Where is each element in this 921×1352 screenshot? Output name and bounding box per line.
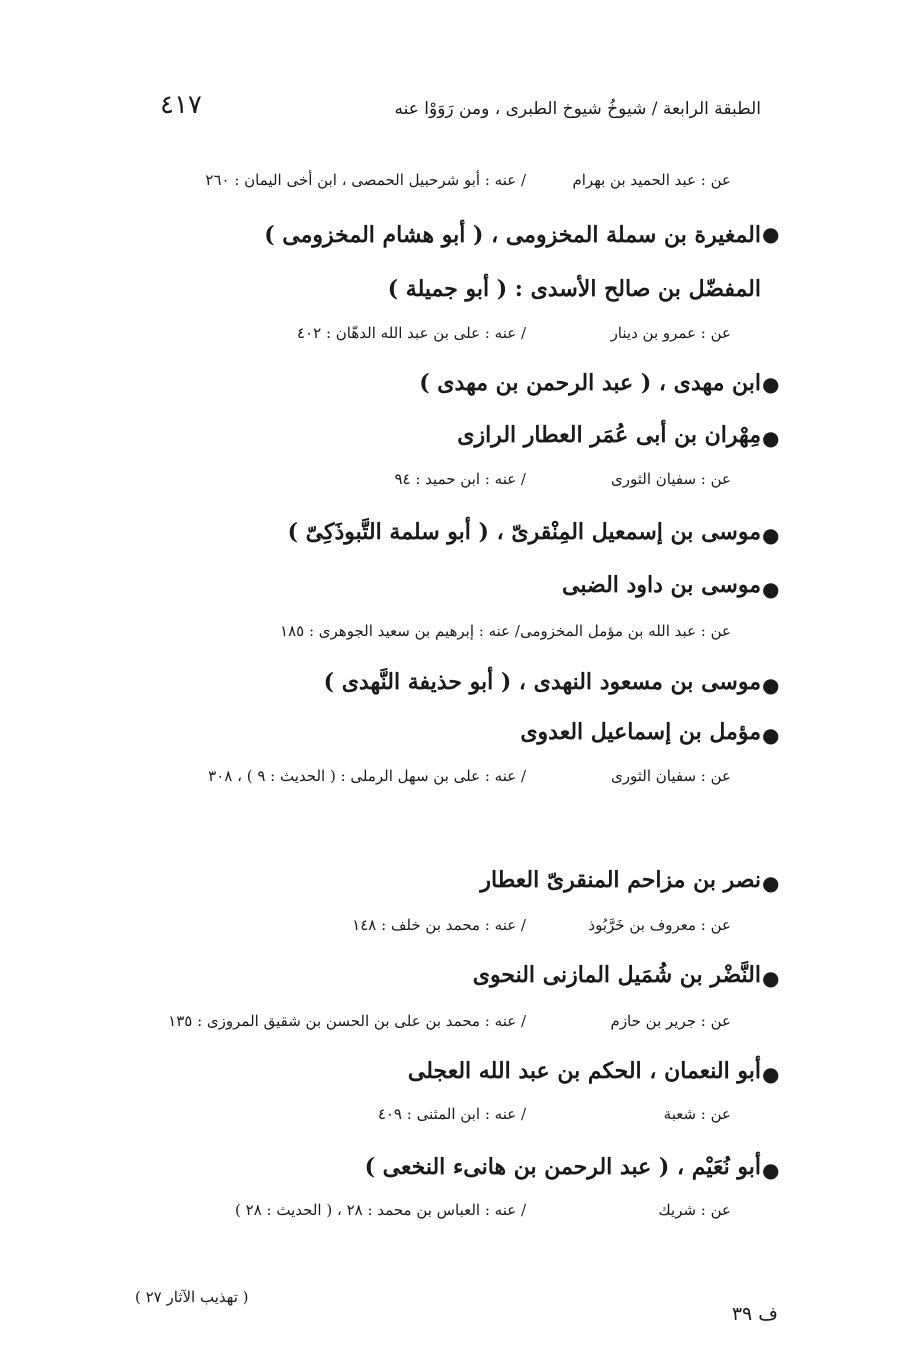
narrator-line: / عنه : ابن حميد : ٩٤ <box>394 470 526 488</box>
entry-heading: موسى بن داود الضبى <box>562 572 761 598</box>
source-line: عن : سفيان الثورى <box>611 470 731 488</box>
entry-heading: أبو النعمان ، الحكم بن عبد الله العجلى <box>407 1058 761 1084</box>
narrator-line: / عنه : العباس بن محمد : ٢٨ ، ( الحديث : ٢٨ ) <box>235 1201 526 1219</box>
entry-heading: موسى بن إسمعيل المِنْقرىّ ، ( أبو سلمة التَّبوذَكِىّ ) <box>287 519 761 545</box>
bullet-icon: ● <box>762 723 780 747</box>
bullet-icon: ● <box>762 372 780 396</box>
entry-heading: نصر بن مزاحم المنقرىّ العطار <box>480 867 761 893</box>
source-line: عن : شريك <box>658 1201 731 1219</box>
source-line: عن : سفيان الثورى <box>611 767 731 785</box>
bullet-icon: ● <box>762 871 780 895</box>
source-line: عن : عمرو بن دينار <box>610 324 731 342</box>
bullet-icon: ● <box>762 1062 780 1086</box>
source-line: عن : شعبة <box>663 1105 731 1123</box>
page-number: ٤١٧ <box>160 90 202 120</box>
source-line: عن : جرير بن حازم <box>610 1012 731 1030</box>
source-line: عن : عبد الله بن مؤمل المخزومى/ عنه : إبرهيم بن سعيد الجوهرى : ١٨٥ <box>280 622 731 640</box>
bullet-icon: ● <box>762 426 780 450</box>
book-reference: ( تهذيب الآثار ٢٧ ) <box>135 1288 249 1306</box>
bullet-icon: ● <box>762 673 780 697</box>
bullet-icon: ● <box>762 577 780 601</box>
signature-mark: ف ٣٩ <box>731 1303 778 1325</box>
bullet-icon: ● <box>762 222 780 246</box>
entry-heading: النَّضْر بن شُمَيل المازنى النحوى <box>472 962 761 988</box>
source-line: عن : معروف بن خَرَّبُوذ <box>588 916 731 934</box>
narrator-line: / عنه : على بن سهل الرملى : ( الحديث : ٩ ) ، ٣٠٨ <box>208 767 526 785</box>
narrator-line: / عنه : على بن عبد الله الدهّان : ٤٠٢ <box>297 324 526 342</box>
entry-heading: المفضّل بن صالح الأسدى : ( أبو جميلة ) <box>387 276 761 302</box>
entry-heading: المغيرة بن سملة المخزومى ، ( أبو هشام المخزومى ) <box>264 222 761 248</box>
entry-heading: مؤمل بن إسماعيل العدوى <box>520 719 761 745</box>
source-line: عن : عبد الحميد بن بهرام <box>572 171 731 189</box>
narrator-line: / عنه : ابن المثنى : ٤٠٩ <box>377 1105 526 1123</box>
narrator-line: / عنه : محمد بن على بن الحسن بن شقيق المروزى : ١٣٥ <box>168 1012 526 1030</box>
entry-heading: أبو نُعَيْم ، ( عبد الرحمن بن هانىء النخعى ) <box>364 1154 761 1180</box>
entry-heading: ابن مهدى ، ( عبد الرحمن بن مهدى ) <box>419 370 761 396</box>
entry-heading: موسى بن مسعود النهدى ، ( أبو حذيفة النَّهدى ) <box>323 669 761 695</box>
narrator-line: / عنه : أبو شرحبيل الحمصى ، ابن أخى اليمان : ٢٦٠ <box>205 171 526 189</box>
entry-heading: مِهْران بن أبى عُمَر العطار الرازى <box>457 422 761 448</box>
bullet-icon: ● <box>762 1158 780 1182</box>
bullet-icon: ● <box>762 523 780 547</box>
bullet-icon: ● <box>762 966 780 990</box>
narrator-line: / عنه : محمد بن خلف : ١٤٨ <box>352 916 526 934</box>
running-title: الطبقة الرابعة / شيوخُ شيوخ الطبرى ، ومن رَوَوْا عنه <box>394 99 761 119</box>
